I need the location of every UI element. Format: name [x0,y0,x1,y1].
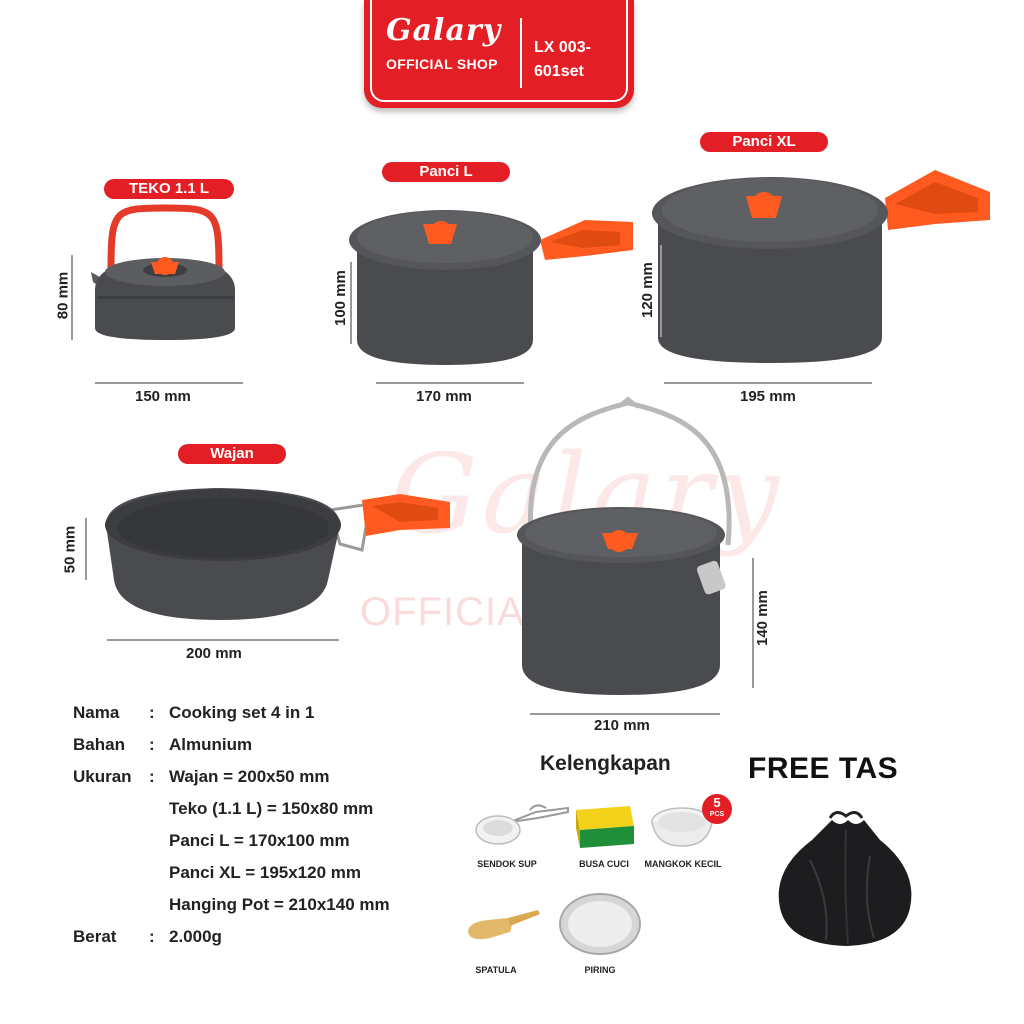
spec-value-bahan: Almunium [169,735,253,754]
brand-logo [386,14,501,72]
spatula-image [462,902,542,950]
plate-image [556,890,644,958]
dim-line-wajan-height [85,518,87,580]
label-panci-l: Panci L [382,162,510,182]
model-number [534,36,591,84]
brand-header [364,0,634,108]
hanging-pot-image [510,395,750,710]
badge-number: 5 [713,795,721,810]
accessory-label-sendok-sup: SENDOK SUP [477,859,537,869]
pot-l-image [345,190,635,375]
accessory-label-piring: PIRING [584,965,616,975]
spec-value-nama: Cooking set 4 in 1 [169,703,315,722]
dim-hanging-pot-width: 210 mm [594,717,650,734]
dim-panci-l-width: 170 mm [416,388,472,405]
dim-panci-xl-height: 120 mm [639,262,656,318]
badge-unit: PCS [709,811,725,818]
dim-teko-width: 150 mm [135,388,191,405]
dim-line-teko-width [95,382,243,384]
dim-line-hanging-pot-width [530,713,720,715]
dim-panci-xl-width: 195 mm [740,388,796,405]
watermark-shop: OFFICIAL SHOP [360,590,677,634]
label-wajan: Wajan [178,444,286,464]
dim-line-panci-xl-width [664,382,872,384]
accessory-label-mangkok-kecil: MANGKOK KECIL [644,859,722,869]
dim-wajan-width: 200 mm [186,645,242,662]
dim-line-wajan-width [107,639,339,641]
quantity-badge [702,794,732,824]
accessory-label-busa-cuci: BUSA CUCI [579,859,629,869]
free-bag-title: FREE TAS [748,752,899,785]
dim-line-panci-xl-height [660,245,662,337]
brand-script: Galary [386,13,502,48]
spec-label-ukuran: Ukuran [73,767,132,786]
accessories-title: Kelengkapan [540,752,671,775]
dim-line-panci-l-height [350,262,352,344]
spec-colon: : [149,703,155,722]
dim-teko-height: 80 mm [54,271,72,320]
label-panci-xl: Panci XL [700,132,828,152]
model-line-1: LX 003- [534,39,591,56]
frying-pan-image [100,470,455,630]
spec-value-ukuran-wajan: Wajan = 200x50 mm [169,767,330,786]
label-teko: TEKO 1.1 L [104,179,234,199]
spec-value-ukuran-teko: Teko (1.1 L) = 150x80 mm [169,799,374,818]
watermark-script: Galary [390,430,783,558]
dim-line-panci-l-width [376,382,524,384]
brand-subtitle: OFFICIAL SHOP [386,56,498,72]
soup-ladle-image [470,798,572,854]
spec-label-bahan: Bahan [73,735,125,754]
accessory-label-spatula: SPATULA [475,965,517,975]
spec-value-ukuran-panci-xl: Panci XL = 195x120 mm [169,863,362,882]
dim-hanging-pot-height: 140 mm [754,590,771,646]
spec-value-ukuran-panci-l: Panci L = 170x100 mm [169,831,350,850]
spec-colon: : [149,767,155,786]
kettle-image [85,200,245,345]
spec-label-berat: Berat [73,927,117,946]
sponge-image [572,802,638,850]
pot-xl-image [650,158,995,373]
spec-value-ukuran-hanging-pot: Hanging Pot = 210x140 mm [169,895,390,914]
dim-wajan-height: 50 mm [61,525,79,574]
header-divider [520,18,522,88]
spec-label-nama: Nama [73,703,120,722]
bag-image [770,800,920,948]
spec-value-berat: 2.000g [169,927,222,946]
dim-panci-l-height: 100 mm [332,270,349,326]
model-line-2: 601set [534,63,584,80]
spec-colon: : [149,927,155,946]
spec-colon: : [149,735,155,754]
